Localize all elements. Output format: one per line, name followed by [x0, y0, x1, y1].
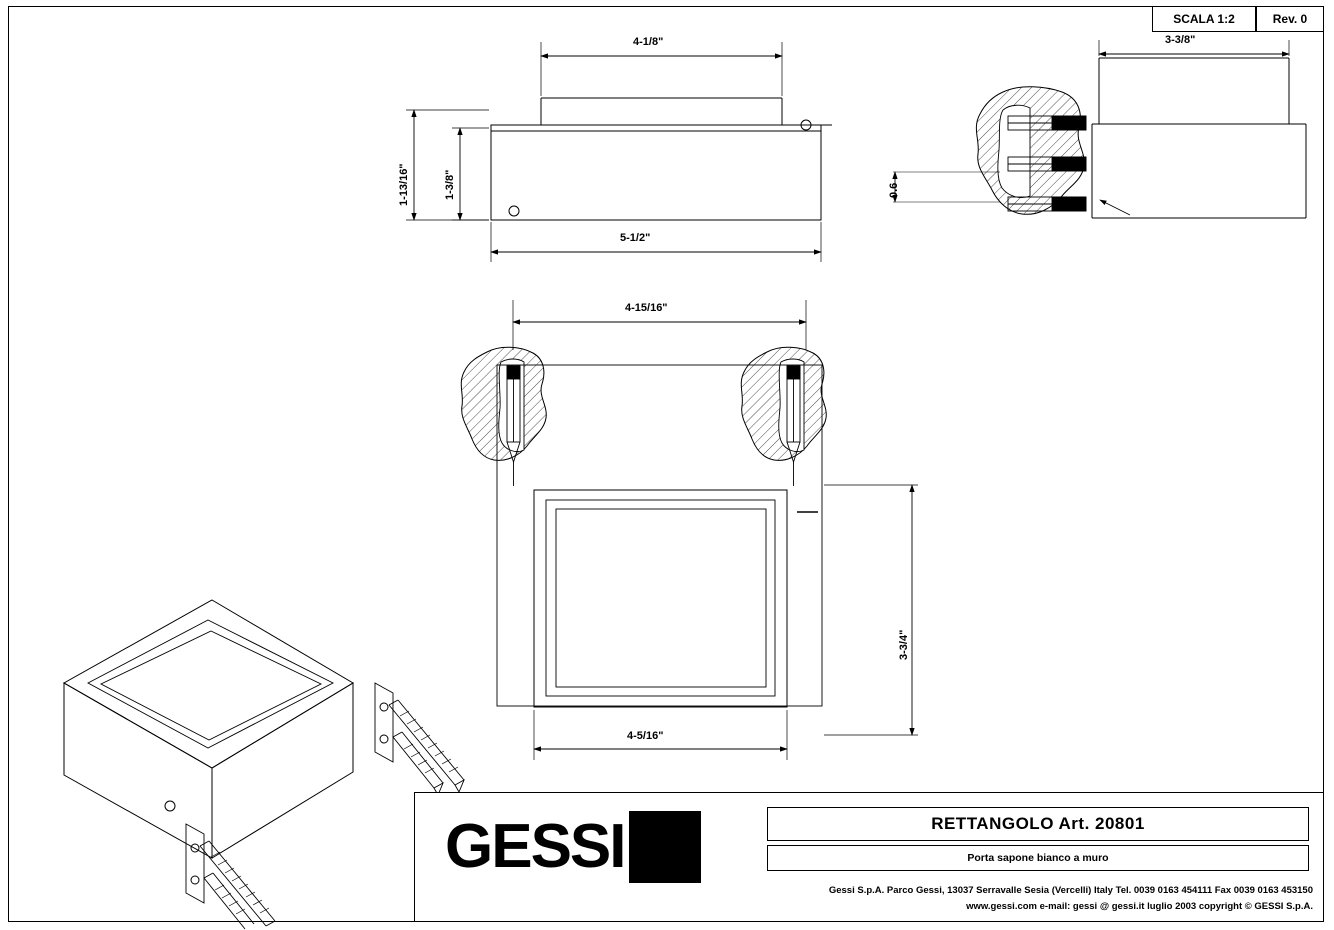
brand-square: [629, 811, 701, 883]
company-web-line: www.gessi.com e-mail: gessi @ gessi.it luglio 2003 copyright © GESSI S.p.A.: [966, 901, 1313, 912]
brand-logo: [445, 811, 701, 883]
dim-top-view-height-outer: 1-13/16": [398, 163, 410, 206]
dim-front-view-height: 3-3/4": [898, 629, 910, 660]
title-block: [414, 792, 1324, 922]
product-subtitle: Porta sapone bianco a muro: [967, 852, 1109, 864]
dim-front-view-width-bottom: 4-5/16": [627, 730, 664, 742]
dim-side-view-width: 3-3/8": [1165, 34, 1196, 46]
company-address-line: Gessi S.p.A. Parco Gessi, 13037 Serravalle Sesia (Vercelli) Italy Tel. 0039 0163 454111 Fax 0039 0163 453150: [828, 885, 1313, 896]
dim-top-view-width: 4-1/8": [633, 36, 664, 48]
dim-top-view-length: 5-1/2": [620, 232, 651, 244]
revision-label: Rev. 0: [1272, 12, 1308, 26]
product-title: RETTANGOLO Art. 20801: [931, 814, 1145, 833]
brand-name: GESSI: [445, 812, 625, 881]
dim-side-view-small: 0.6: [888, 182, 900, 198]
dim-top-view-height-inner: 1-3/8": [444, 169, 456, 200]
product-subtitle-box: [767, 845, 1309, 871]
scale-label: SCALA 1:2: [1173, 12, 1235, 26]
product-title-box: [767, 807, 1309, 841]
dim-front-view-width-top: 4-15/16": [625, 302, 668, 314]
